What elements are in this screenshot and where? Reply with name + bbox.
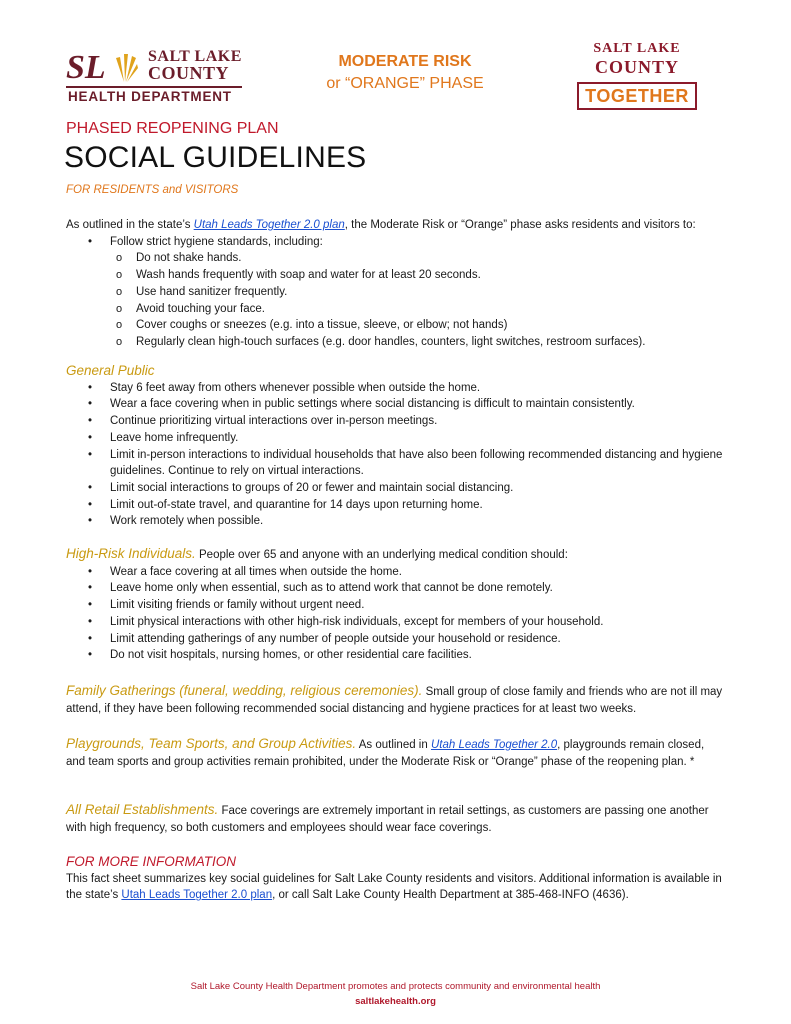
logo-text-salt-lake-right: SALT LAKE bbox=[593, 41, 681, 56]
general-public-section bbox=[66, 363, 726, 530]
family-gatherings-section bbox=[66, 683, 726, 717]
sl-logo-mark-icon bbox=[66, 48, 138, 82]
logo-divider bbox=[66, 86, 242, 88]
logo-text-county-right: COUNTY bbox=[594, 57, 679, 77]
info-text-pre: This fact sheet summarizes key social guidelines for Salt Lake County residents and visitors. Additional information is available in the state’s bbox=[66, 872, 722, 902]
intro-paragraph bbox=[66, 217, 726, 234]
list-item: • Limit physical interactions with other high-risk individuals, except for members of your household. bbox=[66, 614, 726, 631]
list-item: • Work remotely when possible. bbox=[66, 513, 726, 530]
page-subtitle: FOR RESIDENTS and VISITORS bbox=[66, 184, 239, 196]
footer-tagline: Salt Lake County Health Department promotes and protects community and environmental health bbox=[190, 981, 601, 992]
playgrounds-text-pre: As outlined in bbox=[356, 739, 431, 751]
health-department-logo bbox=[66, 44, 248, 106]
list-item: o Cover coughs or sneezes (e.g. into a tissue, sleeve, or elbow; not hands) bbox=[66, 317, 726, 334]
logo-text-salt-lake: SALT LAKE bbox=[148, 48, 242, 65]
high-risk-list bbox=[66, 564, 726, 664]
list-item: • Limit visiting friends or family without urgent need. bbox=[66, 597, 726, 614]
list-item: • Limit in-person interactions to individual households that have also been following recommended distancing and hygiene guidelines. Continue to rely on virtual interactions. bbox=[66, 447, 726, 480]
list-item: o Wash hands frequently with soap and water for at least 20 seconds. bbox=[66, 267, 726, 284]
list-item: • Do not visit hospitals, nursing homes, or other residential care facilities. bbox=[66, 647, 726, 664]
list-item: • Limit out-of-state travel, and quarantine for 14 days upon returning home. bbox=[66, 497, 726, 514]
list-item: • Limit attending gatherings of any number of people outside your household or residence. bbox=[66, 631, 726, 648]
logo-text-health-department: HEALTH DEPARTMENT bbox=[68, 89, 232, 104]
playgrounds-section bbox=[66, 736, 726, 770]
utah-leads-together-link[interactable]: Utah Leads Together 2.0 bbox=[430, 739, 558, 751]
intro-text-pre: As outlined in the state’s bbox=[66, 219, 194, 231]
high-risk-intro bbox=[66, 546, 726, 564]
intro-section bbox=[66, 217, 726, 351]
retail-text: Face coverings are extremely important in retail settings, as customers are passing one another with high frequency, so both customers and employees should wear face coverings. bbox=[66, 805, 709, 834]
logo-text-county: COUNTY bbox=[148, 63, 230, 83]
list-item: o Avoid touching your face. bbox=[66, 301, 726, 318]
retail-paragraph bbox=[66, 802, 726, 836]
utah-leads-together-link[interactable]: Utah Leads Together 2.0 plan bbox=[193, 219, 345, 231]
page-footer bbox=[0, 979, 791, 1009]
info-text-post: , or call Salt Lake County Health Department at 385-468-INFO (4636). bbox=[272, 889, 629, 902]
list-item: • Leave home only when essential, such as to attend work that cannot be done remotely. bbox=[66, 580, 726, 597]
section-heading: All Retail Establishments. bbox=[66, 802, 219, 817]
section-heading: High-Risk Individuals. bbox=[66, 546, 196, 561]
playgrounds-text-post: , playgrounds remain closed, and team sports and group activities remain prohibited, under the Moderate Risk or “Orange” phase of the reopening plan. * bbox=[66, 739, 705, 768]
list-item: • Stay 6 feet away from others whenever possible when outside the home. bbox=[66, 380, 726, 397]
section-heading: FOR MORE INFORMATION bbox=[66, 854, 236, 869]
county-together-logo bbox=[575, 41, 699, 113]
list-item: o Do not shake hands. bbox=[66, 250, 726, 267]
list-item: o Regularly clean high-touch surfaces (e.g. door handles, counters, light switches, restroom surfaces). bbox=[66, 334, 726, 351]
utah-leads-together-link[interactable]: Utah Leads Together 2.0 plan bbox=[121, 889, 273, 902]
list-item: • Leave home infrequently. bbox=[66, 430, 726, 447]
svg-text:SL: SL bbox=[66, 49, 106, 82]
playgrounds-paragraph bbox=[66, 736, 726, 770]
list-item: • Follow strict hygiene standards, including: bbox=[66, 234, 726, 251]
more-information-section bbox=[66, 854, 726, 904]
section-heading: General Public bbox=[66, 363, 155, 378]
family-text: Small group of close family and friends who are not ill may attend, if they have been following recommended social distancing and hygiene practices for at least two weeks. bbox=[66, 686, 723, 715]
list-item: • Continue prioritizing virtual interactions over in-person meetings. bbox=[66, 413, 726, 430]
plan-title: PHASED REOPENING PLAN bbox=[66, 120, 279, 137]
family-paragraph bbox=[66, 683, 726, 717]
section-heading: Family Gatherings (funeral, wedding, religious ceremonies). bbox=[66, 683, 423, 698]
phase-label bbox=[300, 51, 510, 95]
list-item: • Wear a face covering at all times when outside the home. bbox=[66, 564, 726, 581]
retail-section bbox=[66, 802, 726, 836]
phase-color: or “ORANGE” PHASE bbox=[326, 75, 484, 92]
list-item: o Use hand sanitizer frequently. bbox=[66, 284, 726, 301]
phase-risk: MODERATE RISK bbox=[338, 53, 472, 70]
page-title: SOCIAL GUIDELINES bbox=[64, 141, 367, 174]
hygiene-list bbox=[66, 250, 726, 350]
high-risk-text: People over 65 and anyone with an underlying medical condition should: bbox=[195, 549, 568, 561]
high-risk-section bbox=[66, 546, 726, 664]
info-paragraph bbox=[66, 871, 726, 904]
section-heading: Playgrounds, Team Sports, and Group Activities. bbox=[66, 736, 357, 751]
list-item: • Limit social interactions to groups of 20 or fewer and maintain social distancing. bbox=[66, 480, 726, 497]
list-item: • Wear a face covering when in public settings where social distancing is difficult to maintain consistently. bbox=[66, 396, 726, 413]
intro-text-post: , the Moderate Risk or “Orange” phase asks residents and visitors to: bbox=[344, 219, 696, 231]
together-badge: TOGETHER bbox=[577, 82, 697, 110]
footer-website: saltlakehealth.org bbox=[355, 996, 436, 1007]
general-public-list bbox=[66, 380, 726, 530]
